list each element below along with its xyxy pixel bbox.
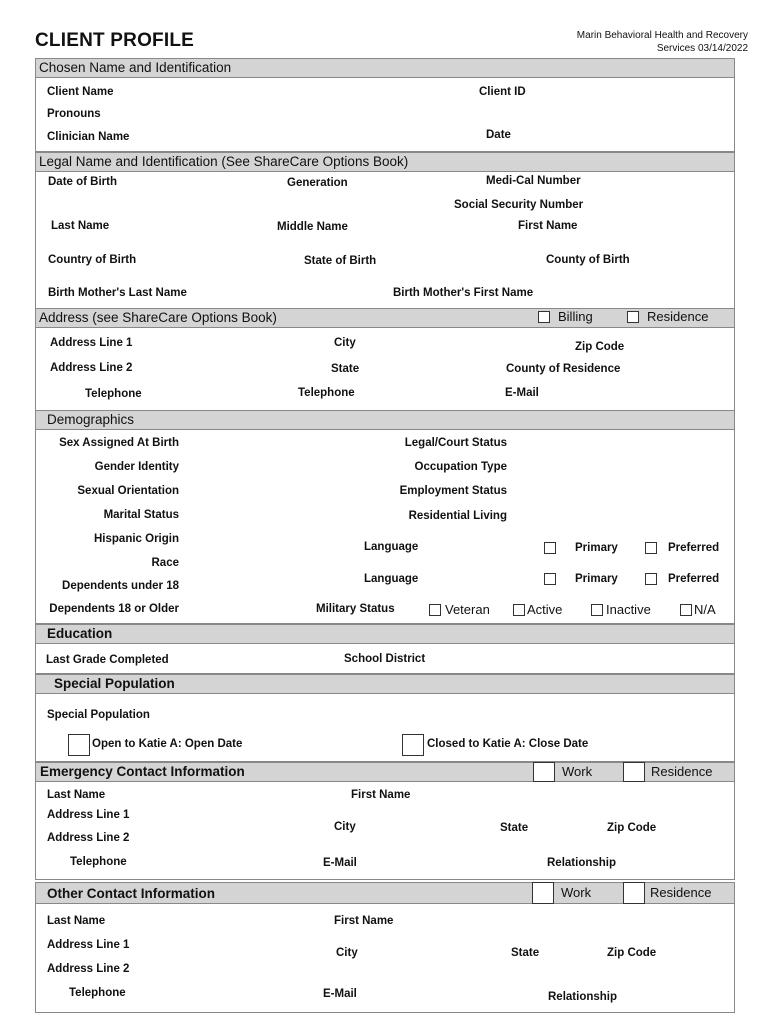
emergency-last-name-label: Last Name xyxy=(47,789,106,801)
other-address-line-1-label: Address Line 1 xyxy=(47,939,130,951)
county-of-residence-label: County of Residence xyxy=(506,363,621,375)
generation-label: Generation xyxy=(287,177,348,189)
address-residence-checkbox[interactable] xyxy=(627,311,639,323)
other-city-label: City xyxy=(336,947,358,959)
demographics-section-header: Demographics xyxy=(35,410,735,430)
emergency-residence-label: Residence xyxy=(651,764,713,779)
open-katie-a-checkbox[interactable] xyxy=(68,734,90,756)
other-zip-code-label: Zip Code xyxy=(607,947,657,959)
zip-code-label: Zip Code xyxy=(575,341,625,353)
education-section-header: Education xyxy=(35,624,735,644)
other-telephone-label: Telephone xyxy=(69,987,126,999)
emergency-residence-checkbox[interactable] xyxy=(623,762,645,782)
date-label: Date xyxy=(486,129,511,141)
open-katie-a-label: Open to Katie A: Open Date xyxy=(92,738,243,750)
other-email-label: E-Mail xyxy=(323,988,357,1000)
sex-assigned-label: Sex Assigned At Birth xyxy=(59,437,179,449)
language1-preferred-checkbox[interactable] xyxy=(645,542,657,554)
emergency-relationship-label: Relationship xyxy=(547,857,617,869)
military-status-label: Military Status xyxy=(316,603,395,615)
veteran-label: Veteran xyxy=(445,602,490,617)
language2-primary-label: Primary xyxy=(575,573,618,585)
page-title: CLIENT PROFILE xyxy=(35,30,195,51)
employment-status-label: Employment Status xyxy=(399,485,507,497)
language2-primary-checkbox[interactable] xyxy=(544,573,556,585)
address-residence-label: Residence xyxy=(647,309,709,324)
hispanic-origin-label: Hispanic Origin xyxy=(94,533,179,545)
emergency-zip-code-label: Zip Code xyxy=(607,822,657,834)
na-checkbox[interactable] xyxy=(680,604,692,616)
organization-info xyxy=(577,29,748,55)
active-checkbox[interactable] xyxy=(513,604,525,616)
other-first-name-label: First Name xyxy=(334,915,394,927)
emergency-email-label: E-Mail xyxy=(323,857,357,869)
emergency-address-line-2-label: Address Line 2 xyxy=(47,832,130,844)
special-population-section-header: Special Population xyxy=(35,674,735,694)
residential-living-label: Residential Living xyxy=(408,510,507,522)
marital-status-label: Marital Status xyxy=(103,509,179,521)
legal-court-status-label: Legal/Court Status xyxy=(404,437,507,449)
legal-name-section xyxy=(35,152,735,309)
city-label: City xyxy=(334,337,356,349)
emergency-state-label: State xyxy=(500,822,529,834)
inactive-checkbox[interactable] xyxy=(591,604,603,616)
closed-katie-a-checkbox[interactable] xyxy=(402,734,424,756)
emergency-work-label: Work xyxy=(562,764,593,779)
chosen-name-section-header: Chosen Name and Identification xyxy=(35,58,735,78)
language1-primary-checkbox[interactable] xyxy=(544,542,556,554)
other-residence-checkbox[interactable] xyxy=(623,882,645,904)
emergency-work-checkbox[interactable] xyxy=(533,762,555,782)
language2-preferred-label: Preferred xyxy=(668,573,720,585)
dependents-18-older-label: Dependents 18 or Older xyxy=(49,603,179,615)
school-district-label: School District xyxy=(344,653,426,665)
telephone-label: Telephone xyxy=(85,388,142,400)
language1-preferred-label: Preferred xyxy=(668,542,720,554)
address-section-header: Address (see ShareCare Options Book) xyxy=(35,308,735,328)
client-name-label: Client Name xyxy=(47,86,114,98)
other-relationship-label: Relationship xyxy=(548,991,618,1003)
emergency-contact-section-header: Emergency Contact Information xyxy=(35,762,735,782)
county-of-birth-label: County of Birth xyxy=(546,254,630,266)
billing-checkbox[interactable] xyxy=(538,311,550,323)
legal-name-section-header: Legal Name and Identification (See ShareCare Options Book) xyxy=(35,152,735,172)
address-line-1-label: Address Line 1 xyxy=(50,337,133,349)
language1-primary-label: Primary xyxy=(575,542,618,554)
dob-label: Date of Birth xyxy=(48,176,117,188)
dependents-under-18-label: Dependents under 18 xyxy=(62,580,179,592)
special-population-label: Special Population xyxy=(47,709,150,721)
language-label-1: Language xyxy=(364,541,419,553)
veteran-checkbox[interactable] xyxy=(429,604,441,616)
birth-mother-last-name-label: Birth Mother's Last Name xyxy=(48,287,187,299)
active-label: Active xyxy=(527,602,563,617)
state-label: State xyxy=(331,363,360,375)
clinician-name-label: Clinician Name xyxy=(47,131,130,143)
sexual-orientation-label: Sexual Orientation xyxy=(77,485,179,497)
state-of-birth-label: State of Birth xyxy=(304,255,377,267)
medi-cal-label: Medi-Cal Number xyxy=(486,175,581,187)
pronouns-label: Pronouns xyxy=(47,108,101,120)
org-version-date: Services 03/14/2022 xyxy=(656,43,748,54)
email-label: E-Mail xyxy=(505,387,539,399)
ssn-label: Social Security Number xyxy=(454,199,584,211)
emergency-telephone-label: Telephone xyxy=(70,856,127,868)
telephone-label-2: Telephone xyxy=(298,387,355,399)
race-label: Race xyxy=(151,557,179,569)
address-line-2-label: Address Line 2 xyxy=(50,362,133,374)
billing-label: Billing xyxy=(558,309,593,324)
emergency-city-label: City xyxy=(334,821,356,833)
other-work-checkbox[interactable] xyxy=(532,882,554,904)
closed-katie-a-label: Closed to Katie A: Close Date xyxy=(427,738,589,750)
language2-preferred-checkbox[interactable] xyxy=(645,573,657,585)
other-work-label: Work xyxy=(561,885,592,900)
other-contact-section-header: Other Contact Information xyxy=(35,882,735,904)
other-state-label: State xyxy=(511,947,540,959)
emergency-address-line-1-label: Address Line 1 xyxy=(47,809,130,821)
country-of-birth-label: Country of Birth xyxy=(48,254,137,266)
other-residence-label: Residence xyxy=(650,885,712,900)
gender-identity-label: Gender Identity xyxy=(94,461,179,473)
na-label: N/A xyxy=(694,602,716,617)
language-label-2: Language xyxy=(364,573,419,585)
emergency-first-name-label: First Name xyxy=(351,789,411,801)
other-address-line-2-label: Address Line 2 xyxy=(47,963,130,975)
org-name: Marin Behavioral Health and Recovery xyxy=(576,30,748,41)
last-grade-label: Last Grade Completed xyxy=(46,654,169,666)
client-id-label: Client ID xyxy=(479,86,526,98)
occupation-type-label: Occupation Type xyxy=(414,461,507,473)
other-last-name-label: Last Name xyxy=(47,915,106,927)
middle-name-label: Middle Name xyxy=(277,221,348,233)
last-name-label: Last Name xyxy=(51,220,110,232)
first-name-label: First Name xyxy=(518,220,578,232)
inactive-label: Inactive xyxy=(606,602,651,617)
birth-mother-first-name-label: Birth Mother's First Name xyxy=(393,287,534,299)
